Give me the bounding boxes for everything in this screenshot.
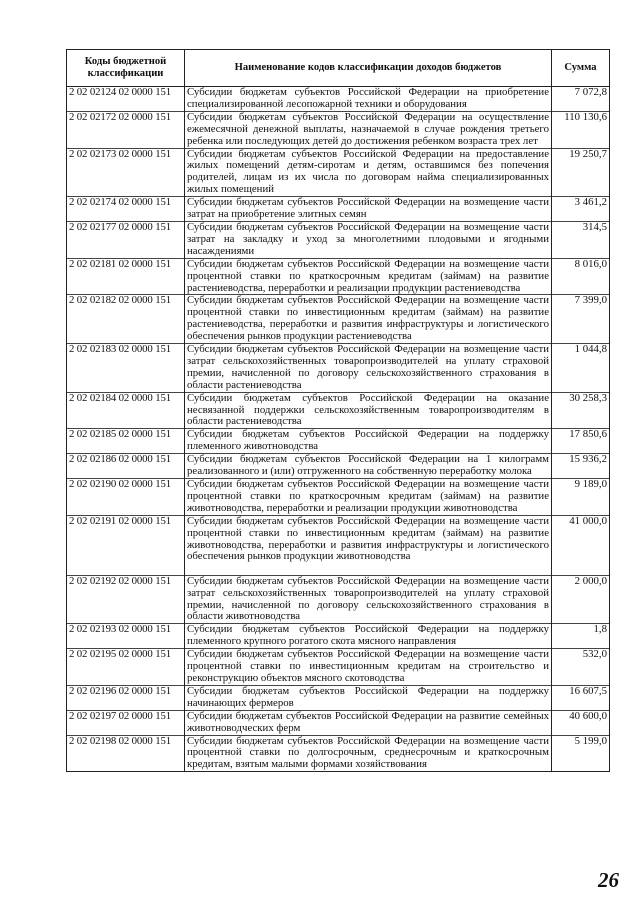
code-cell: 2 02 02177 02 0000 151 — [67, 221, 185, 258]
table-row — [67, 344, 610, 393]
amount-cell: 19 250,7 — [552, 148, 610, 197]
amount-cell: 41 000,0 — [552, 515, 610, 575]
code-cell: 2 02 02181 02 0000 151 — [67, 258, 185, 295]
code-cell: 2 02 02191 02 0000 151 — [67, 515, 185, 575]
code-cell: 2 02 02185 02 0000 151 — [67, 429, 185, 454]
amount-cell: 110 130,6 — [552, 111, 610, 148]
amount-cell: 1,8 — [552, 624, 610, 649]
code-cell: 2 02 02173 02 0000 151 — [67, 148, 185, 197]
description-cell: Субсидии бюджетам субъектов Российской Федерации на возмещение части процентной ставки по инвестиционным кредитам (займам) на развитие животноводства, переработки и развития инфраструктуры и логистического обеспечения рынков продукции животноводства — [185, 515, 552, 575]
code-cell: 2 02 02193 02 0000 151 — [67, 624, 185, 649]
budget-classification-table — [66, 49, 610, 772]
description-cell: Субсидии бюджетам субъектов Российской Федерации на поддержку начинающих фермеров — [185, 685, 552, 710]
amount-cell: 8 016,0 — [552, 258, 610, 295]
code-cell: 2 02 02192 02 0000 151 — [67, 575, 185, 624]
table-row — [67, 479, 610, 516]
table-row — [67, 392, 610, 429]
amount-cell: 3 461,2 — [552, 197, 610, 222]
description-cell: Субсидии бюджетам субъектов Российской Федерации на осуществление ежемесячной денежной выплаты, назначаемой в случае рождения третьего ребенка или последующих детей до достижения ребенком возраста трех лет — [185, 111, 552, 148]
table-row — [67, 111, 610, 148]
amount-cell: 314,5 — [552, 221, 610, 258]
table-body — [67, 87, 610, 772]
header-name: Наименование кодов классификации доходов бюджетов — [185, 50, 552, 87]
header-row — [67, 50, 610, 87]
description-cell: Субсидии бюджетам субъектов Российской Федерации на возмещение части процентной ставки по долгосрочным, среднесрочным и краткосрочным кредитам, взятым малыми формами хозяйствования — [185, 735, 552, 772]
amount-cell: 15 936,2 — [552, 454, 610, 479]
description-cell: Субсидии бюджетам субъектов Российской Федерации на поддержку племенного крупного рогатого скота мясного направления — [185, 624, 552, 649]
table-row — [67, 221, 610, 258]
table-row — [67, 148, 610, 197]
header-amount: Сумма — [552, 50, 610, 87]
code-cell: 2 02 02183 02 0000 151 — [67, 344, 185, 393]
amount-cell: 532,0 — [552, 649, 610, 686]
amount-cell: 5 199,0 — [552, 735, 610, 772]
table-row — [67, 685, 610, 710]
code-cell: 2 02 02190 02 0000 151 — [67, 479, 185, 516]
table-row — [67, 258, 610, 295]
description-cell: Субсидии бюджетам субъектов Российской Федерации на возмещение части затрат сельскохозяйственных товаропроизводителей на уплату страховой премии, начисленной по договору сельскохозяйственного страхования в области животноводства — [185, 575, 552, 624]
description-cell: Субсидии бюджетам субъектов Российской Федерации на возмещение части процентной ставки по инвестиционным кредитам на строительство и реконструкцию объектов мясного скотоводства — [185, 649, 552, 686]
code-cell: 2 02 02186 02 0000 151 — [67, 454, 185, 479]
code-cell: 2 02 02196 02 0000 151 — [67, 685, 185, 710]
table-row — [67, 735, 610, 772]
description-cell: Субсидии бюджетам субъектов Российской Федерации на приобретение специализированной лесопожарной техники и оборудования — [185, 87, 552, 112]
table-row — [67, 710, 610, 735]
amount-cell: 2 000,0 — [552, 575, 610, 624]
code-cell: 2 02 02198 02 0000 151 — [67, 735, 185, 772]
table-row — [67, 87, 610, 112]
code-cell: 2 02 02174 02 0000 151 — [67, 197, 185, 222]
amount-cell: 40 600,0 — [552, 710, 610, 735]
table-row — [67, 454, 610, 479]
code-cell: 2 02 02124 02 0000 151 — [67, 87, 185, 112]
description-cell: Субсидии бюджетам субъектов Российской Федерации на предоставление жилых помещений детям-сиротам и детям, оставшимся без попечения родителей, лицам из их числа по договорам найма специализированных жилых помещений — [185, 148, 552, 197]
amount-cell: 7 072,8 — [552, 87, 610, 112]
description-cell: Субсидии бюджетам субъектов Российской Федерации на возмещение части затрат на приобретение элитных семян — [185, 197, 552, 222]
description-cell: Субсидии бюджетам субъектов Российской Федерации на возмещение части затрат на закладку и уход за многолетними плодовыми и ягодными насаждениями — [185, 221, 552, 258]
description-cell: Субсидии бюджетам субъектов Российской Федерации на оказание несвязанной поддержки сельскохозяйственным товаропроизводителям в области растениеводства — [185, 392, 552, 429]
table-row — [67, 624, 610, 649]
table-row — [67, 295, 610, 344]
table-header — [67, 50, 610, 87]
code-cell: 2 02 02172 02 0000 151 — [67, 111, 185, 148]
code-cell: 2 02 02197 02 0000 151 — [67, 710, 185, 735]
table-row — [67, 515, 610, 575]
table-row — [67, 649, 610, 686]
description-cell: Субсидии бюджетам субъектов Российской Федерации на развитие семейных животноводческих ферм — [185, 710, 552, 735]
description-cell: Субсидии бюджетам субъектов Российской Федерации на 1 килограмм реализованного и (или) отгруженного на собственную переработку молока — [185, 454, 552, 479]
header-code: Коды бюджетной классификации — [67, 50, 185, 87]
description-cell: Субсидии бюджетам субъектов Российской Федерации на возмещение части процентной ставки по краткосрочным кредитам (займам) на развитие растениеводства, переработки и реализации продукции растениеводства — [185, 258, 552, 295]
description-cell: Субсидии бюджетам субъектов Российской Федерации на возмещение части процентной ставки по инвестиционным кредитам (займам) на развитие растениеводства, переработки и развития инфраструктуры и логистического обеспечения рынков продукции растениеводства — [185, 295, 552, 344]
table-row — [67, 429, 610, 454]
description-cell: Субсидии бюджетам субъектов Российской Федерации на поддержку племенного животноводства — [185, 429, 552, 454]
description-cell: Субсидии бюджетам субъектов Российской Федерации на возмещение части процентной ставки по краткосрочным кредитам (займам) на развитие животноводства, переработки и реализации продукции животноводства — [185, 479, 552, 516]
table-row — [67, 575, 610, 624]
amount-cell: 17 850,6 — [552, 429, 610, 454]
description-cell: Субсидии бюджетам субъектов Российской Федерации на возмещение части затрат сельскохозяйственных товаропроизводителей на уплату страховой премии, начисленной по договору сельскохозяйственного страхования в области растениеводства — [185, 344, 552, 393]
amount-cell: 9 189,0 — [552, 479, 610, 516]
page-number: 26 — [598, 868, 619, 892]
code-cell: 2 02 02195 02 0000 151 — [67, 649, 185, 686]
amount-cell: 30 258,3 — [552, 392, 610, 429]
code-cell: 2 02 02184 02 0000 151 — [67, 392, 185, 429]
code-cell: 2 02 02182 02 0000 151 — [67, 295, 185, 344]
amount-cell: 1 044,8 — [552, 344, 610, 393]
amount-cell: 7 399,0 — [552, 295, 610, 344]
table-row — [67, 197, 610, 222]
amount-cell: 16 607,5 — [552, 685, 610, 710]
